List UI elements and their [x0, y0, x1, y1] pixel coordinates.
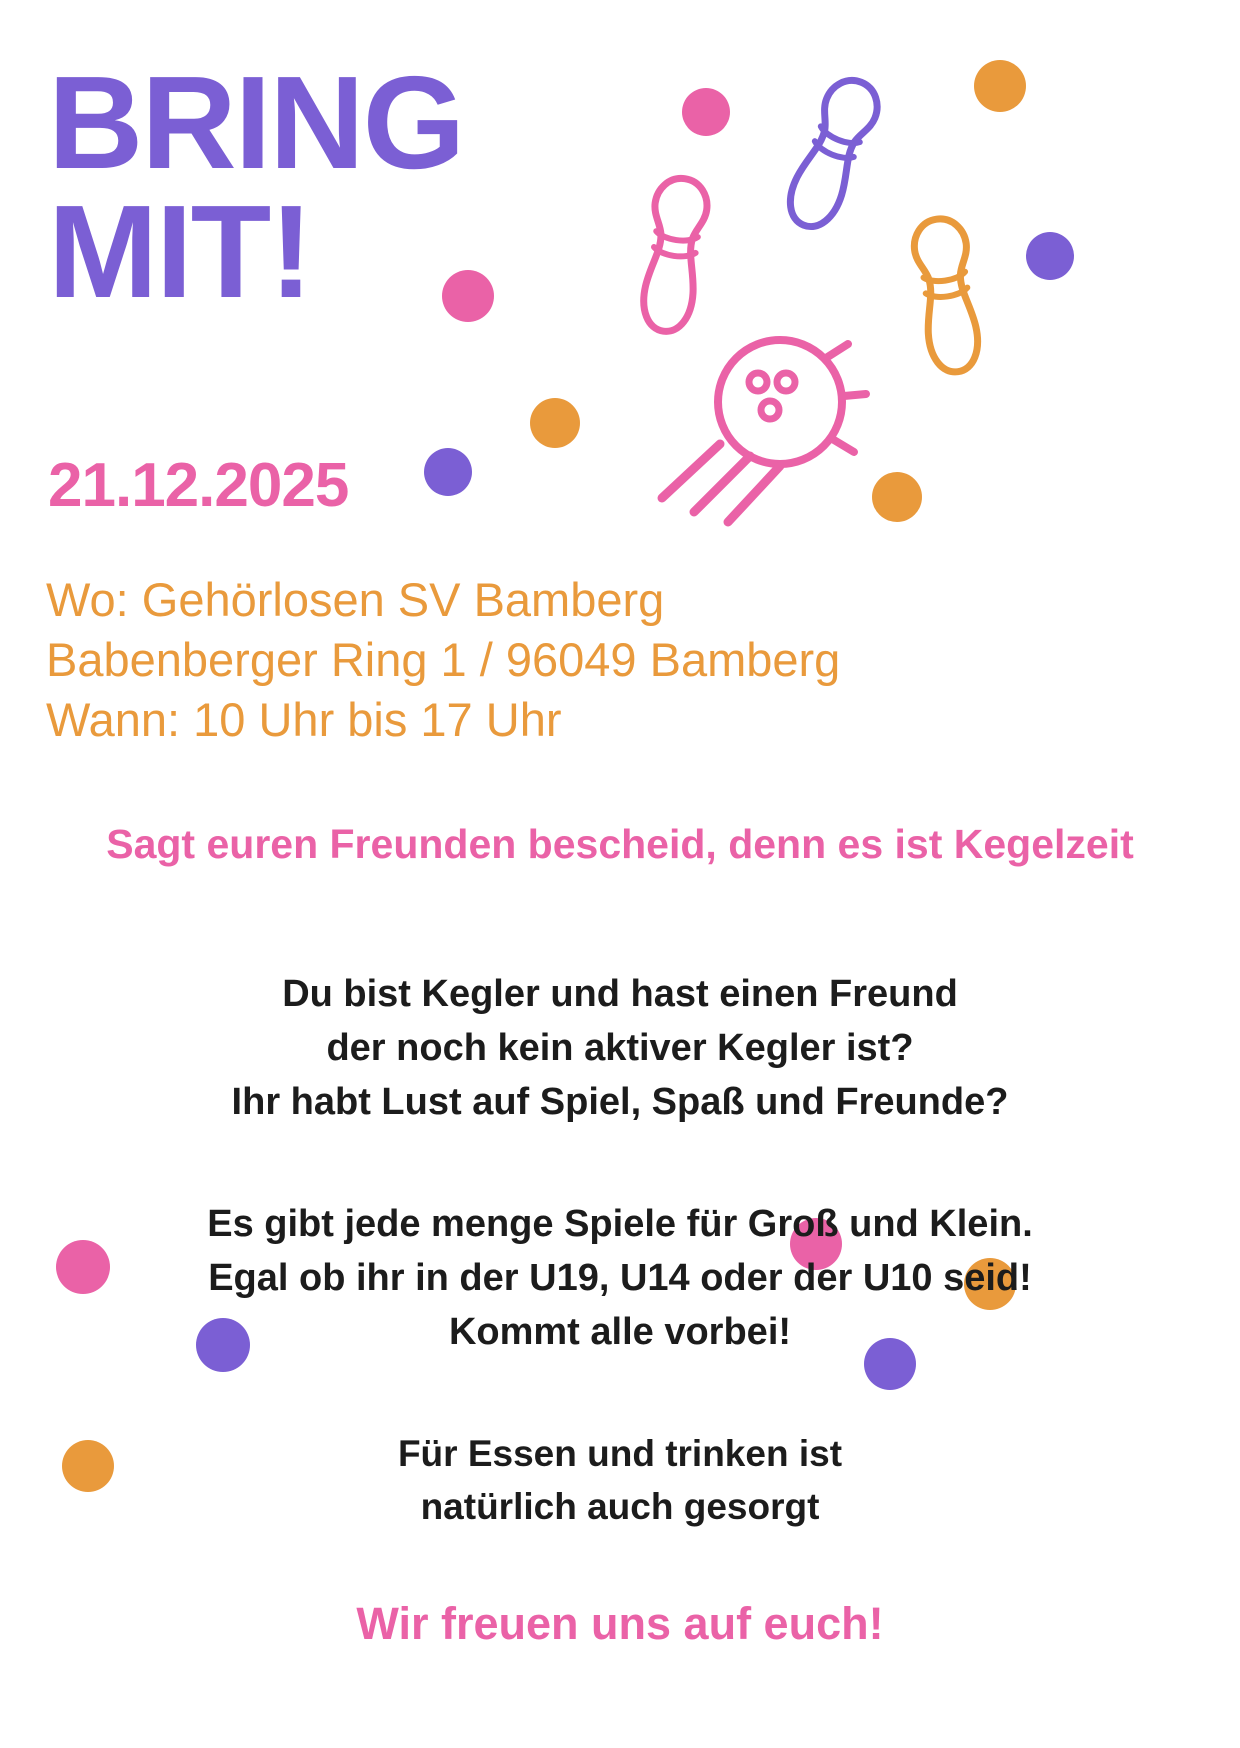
- closing-line: Wir freuen uns auf euch!: [356, 1598, 884, 1649]
- headline-line-2: MIT!: [48, 178, 312, 326]
- dot-purple-mid: [424, 448, 472, 496]
- body-1-line-1: Du bist Kegler und hast einen Freund: [282, 973, 958, 1015]
- dot-orange-mid: [530, 398, 580, 448]
- bowling-pin-orange: [911, 216, 984, 376]
- venue-time: Wann: 10 Uhr bis 17 Uhr: [46, 693, 562, 747]
- bowling-ball-pink: [662, 340, 866, 522]
- body-block-1: [40, 968, 1200, 1130]
- tagline: Sagt euren Freunden bescheid, denn es ist Kegelzeit: [106, 821, 1134, 867]
- bowling-pin-purple: [779, 73, 885, 235]
- body-3-line-1: Für Essen und trinken ist: [397, 1433, 843, 1474]
- body-2-line-1: Es gibt jede menge Spiele für Groß und Klein.: [207, 1203, 1033, 1245]
- headline-line-1: BRING: [48, 49, 464, 196]
- body-3-line-2: natürlich auch gesorgt: [420, 1485, 820, 1527]
- body-block-3: [40, 1428, 1200, 1533]
- bowling-artwork: [600, 40, 1220, 560]
- body-block-2: [40, 1198, 1200, 1360]
- body-1-line-3: Ihr habt Lust auf Spiel, Spaß und Freunde?: [231, 1080, 1009, 1123]
- venue-where: Wo: Gehörlosen SV Bamberg: [46, 573, 665, 626]
- venue-address: Babenberger Ring 1 / 96049 Bamberg: [46, 633, 841, 687]
- poster-headline: [48, 49, 688, 326]
- body-1-line-2: der noch kein aktiver Kegler ist?: [326, 1026, 914, 1069]
- venue-block: [46, 570, 1166, 750]
- event-date: 21.12.2025: [48, 451, 349, 520]
- body-2-line-3: Kommt alle vorbei!: [448, 1310, 792, 1353]
- body-2-line-2: Egal ob ihr in der U19, U14 oder der U10 seid!: [208, 1256, 1032, 1299]
